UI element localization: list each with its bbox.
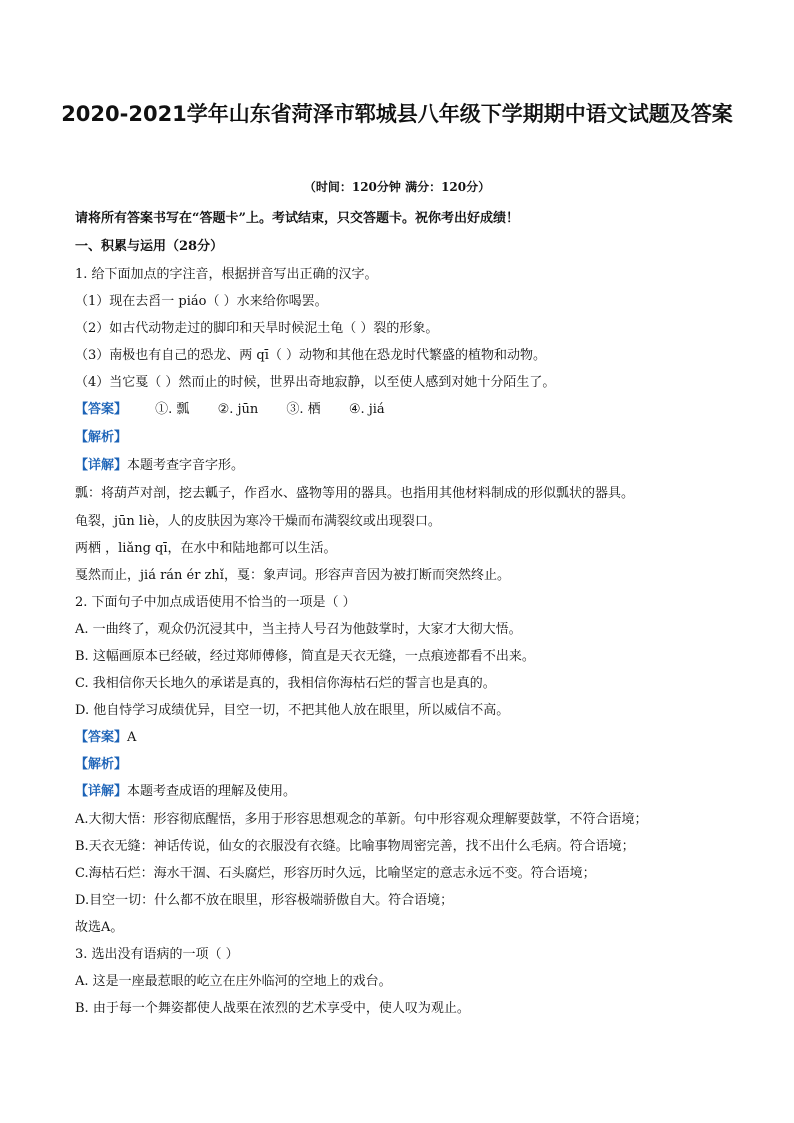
question-stem: 1. 给下面加点的字注音，根据拼音写出正确的汉字。 [75,267,378,282]
answer-item: ④. jiá [348,402,385,417]
question-stem: 3. 选出没有语病的一项（ ） [75,947,239,962]
detail-line [75,454,735,473]
explanation-line: 瓢：将葫芦对剖，挖去瓤子，作舀水、盛物等用的器具。也指用其他材料制成的形似瓢状的器具。 [75,486,635,501]
question-item: （1）现在去舀一 piáo（ ）水来给你喝罢。 [75,294,328,309]
explanation-line: C.海枯石烂：海水干涸、石头腐烂，形容历时久远，比喻坚定的意志永远不变。符合语境； [75,866,596,881]
analysis-label: 【解析】 [75,757,128,772]
option-item: C. 我相信你天长地久的承诺是真的，我相信你海枯石烂的誓言也是真的。 [75,676,496,691]
detail-label: 【详解】 [75,458,128,473]
explanation-line: 戛然而止，jiá rán ér zhǐ，戛：象声词。形容声音因为被打断而突然终止。 [75,568,510,583]
answer-line [75,398,735,417]
explanation-line: 龟裂，jūn liè，人的皮肤因为寒冷干燥而布满裂纹或出现裂口。 [75,514,441,529]
option-item: D. 他自恃学习成绩优异，目空一切，不把其他人放在眼里，所以威信不高。 [75,703,510,718]
answer-label: 【答案】 [75,730,128,745]
detail-text: 本题考查成语的理解及使用。 [127,784,297,799]
answer-item: ②. jūn [217,402,259,417]
answer-item: ①. 瓢 [155,402,190,417]
detail-label: 【详解】 [75,784,128,799]
analysis-label: 【解析】 [75,430,128,445]
page-title: 2020-2021学年山东省菏泽市郓城县八年级下学期期中语文试题及答案 [61,102,733,126]
conclusion-line: 故选A。 [75,920,124,935]
answer-line [75,726,735,745]
explanation-line: A.大彻大悟：形容彻底醒悟，多用于形容思想观念的革新。句中形容观众理解要鼓掌，不符合语境； [75,812,648,827]
explanation-line: B.天衣无缝：神话传说，仙女的衣服没有衣缝。比喻事物周密完善，找不出什么毛病。符合语境； [75,839,635,854]
answer-item: ③. 栖 [286,402,321,417]
answer-value: A [127,730,137,745]
option-item: B. 这幅画原本已经破，经过郑师傅修，简直是天衣无缝，一点痕迹都看不出来。 [75,649,535,664]
option-item: A. 这是一座最惹眼的屹立在庄外临河的空地上的戏台。 [75,974,392,989]
explanation-line: 两栖 ，liǎng qī，在水中和陆地都可以生活。 [75,541,337,556]
option-item: B. 由于每一个舞姿都使人战栗在浓烈的艺术享受中，使人叹为观止。 [75,1001,470,1016]
explanation-line: D.目空一切：什么都不放在眼里，形容极端骄傲自大。符合语境； [75,893,454,908]
option-item: A. 一曲终了，观众仍沉浸其中，当主持人号召为他鼓掌时，大家才大彻大悟。 [75,622,522,637]
answer-label: 【答案】 [75,402,128,417]
question-item: （2）如古代动物走过的脚印和天旱时候泥土龟（ ）裂的形象。 [75,321,439,336]
detail-line [75,780,735,799]
question-item: （4）当它戛（ ）然而止的时候，世界出奇地寂静，以至使人感到对她十分陌生了。 [75,375,556,390]
question-item: （3）南极也有自己的恐龙、两 qī（ ）动物和其他在恐龙时代繁盛的植物和动物。 [75,348,547,363]
question-stem: 2. 下面句子中加点成语使用不恰当的一项是（ ） [75,595,356,610]
exam-info: （时间：120分钟 满分：120分） [303,180,491,194]
detail-text: 本题考查字音字形。 [127,458,245,473]
section-heading: 一、积累与运用（28分） [75,239,224,254]
instruction: 请将所有答案书写在“答题卡”上。考试结束，只交答题卡。祝你考出好成绩！ [75,211,519,226]
